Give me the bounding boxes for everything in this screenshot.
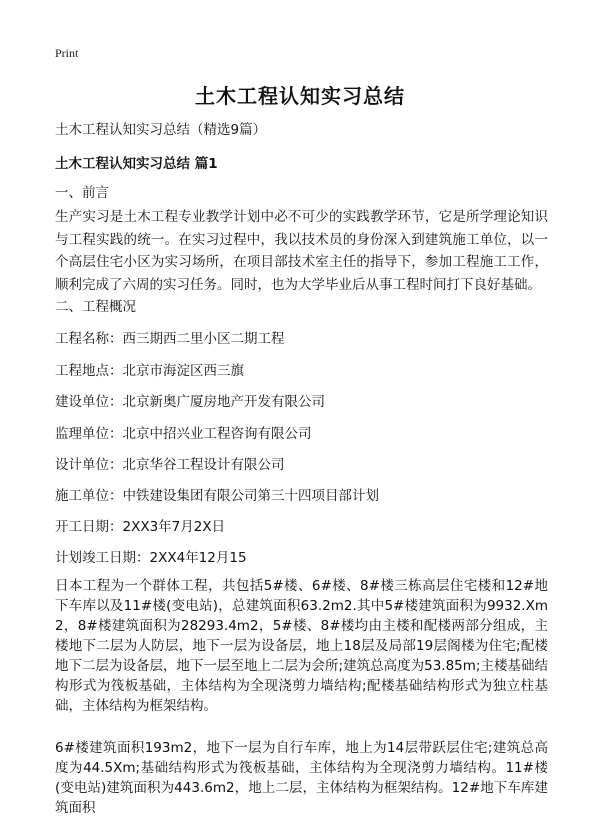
section-heading-overview: 二、工程概况 — [55, 299, 136, 315]
project-info-label: 开工日期： — [55, 519, 123, 535]
project-info-value: 北京市海淀区西三旗 — [122, 363, 244, 379]
project-info-row — [55, 330, 285, 348]
project-info-row — [55, 549, 247, 567]
subtitle: 土木工程认知实习总结（精选9篇） — [55, 122, 267, 138]
project-info-value: 北京新奥广厦房地产开发有限公司 — [122, 394, 325, 410]
project-info-label: 监理单位： — [55, 426, 123, 442]
project-info-row — [55, 487, 379, 505]
body-paragraph: 日本工程为一个群体工程，共包括5#楼、6#楼、8#楼三栋高层住宅楼和12#地下车库以及11#楼(变电站)，总建筑面积63.2m2.其中5#楼建筑面积为9932.Xm2，8#楼建筑面积为28293.4m2，5#楼、8#楼均由主楼和配楼两部分组成，主楼地下二层为人防层，地下一层为设备层，地上18层及局部19层阁楼为住宅;配楼地下二层为设备层，地下一层至地上二层为会所;建筑总高度为53.85m;主楼基础结构形式为筏板基础，主体结构为全现浇剪力墙结构;配楼基础结构形式为独立柱基础，主体结构为框架结构。 — [55, 578, 548, 714]
section-heading-foreword: 一、前言 — [55, 185, 109, 201]
project-info-label: 建设单位： — [55, 394, 123, 410]
article-heading: 土木工程认知实习总结 篇1 — [55, 156, 218, 172]
project-info-label: 计划竣工日期： — [55, 550, 150, 566]
project-info-label: 施工单位： — [55, 488, 123, 504]
foreword-paragraph: 生产实习是土木工程专业教学计划中必不可少的实践教学环节，它是所学理论知识与工程实践的统一。在实习过程中，我以技术员的身份深入到建筑施工单位，以一个高层住宅小区为实习场所，在项目部技术室主任的指导下，参加工程施工工作，顺利完成了六周的实习任务。同时，也为大学毕业后从事工程时间打下良好基础。 — [55, 209, 548, 293]
project-info-label: 设计单位： — [55, 457, 123, 473]
project-info-row — [55, 425, 312, 443]
page-title: 土木工程认知实习总结 — [195, 84, 405, 108]
project-info-label: 工程地点： — [55, 363, 123, 379]
project-info-value: 中铁建设集团有限公司第三十四项目部计划 — [122, 488, 379, 504]
project-info-value: 北京中招兴业工程咨询有限公司 — [122, 426, 312, 442]
project-info-value: 西三期西二里小区二期工程 — [122, 331, 285, 347]
project-info-value: 北京华谷工程设计有限公司 — [122, 457, 285, 473]
project-info-row — [55, 518, 225, 536]
project-info-row — [55, 393, 325, 411]
project-info-row — [55, 362, 244, 380]
body-paragraph: 6#楼建筑面积193m2，地下一层为自行车库，地上为14层带跃层住宅;建筑总高度为44.5Xm;基础结构形式为筏板基础，主体结构为全现浇剪力墙结构。11#楼(变电站)建筑面积为443.6m2，地上二层，主体结构为框架结构。12#地下车库建筑面积 — [55, 740, 548, 816]
project-info-value: 2XX4年12月15 — [149, 550, 247, 566]
print-label: Print — [55, 46, 79, 60]
project-info-label: 工程名称： — [55, 331, 123, 347]
project-info-row — [55, 456, 285, 474]
project-info-value: 2XX3年7月2X日 — [122, 519, 226, 535]
